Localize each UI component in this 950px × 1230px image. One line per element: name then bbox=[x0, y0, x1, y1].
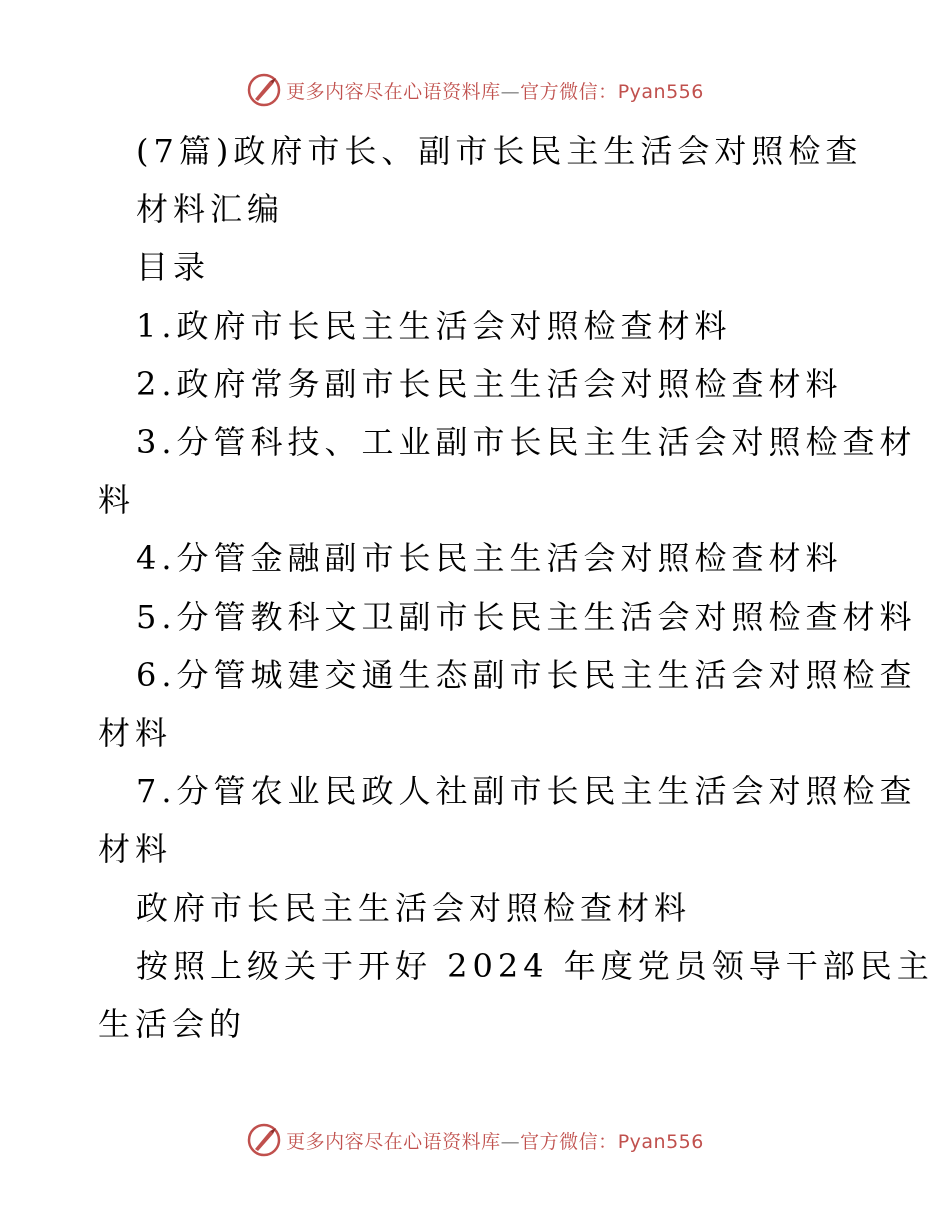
watermark-banner-top bbox=[0, 70, 950, 110]
watermark-label: 官方微信： bbox=[520, 80, 618, 103]
text-line: (7篇)政府市长、副市长民主生活会对照检查 bbox=[136, 132, 863, 170]
toc-heading: 目录 bbox=[136, 248, 211, 287]
toc-item: 7.分管农业民政人社副市长民主生活会对照检查 bbox=[136, 772, 917, 811]
paragraph-line: 生活会的 bbox=[98, 1005, 247, 1044]
toc-item-continuation: 材料 bbox=[98, 830, 173, 869]
toc-item: 2.政府常务副市长民主生活会对照检查材料 bbox=[136, 364, 843, 403]
toc-item-continuation: 料 bbox=[98, 481, 136, 520]
toc-item-continuation: 材料 bbox=[98, 714, 173, 753]
toc-item: 6.分管城建交通生态副市长民主生活会对照检查 bbox=[136, 655, 917, 694]
paragraph-line: 按照上级关于开好 2024 年度党员领导干部民主 bbox=[136, 946, 934, 985]
watermark-dash: — bbox=[500, 1130, 521, 1153]
text-line: 材料汇编 bbox=[136, 190, 285, 229]
toc-item: 3.分管科技、工业副市长民主生活会对照检查材 bbox=[136, 423, 917, 462]
watermark-id: Pyan556 bbox=[617, 1130, 704, 1153]
quill-logo-icon bbox=[246, 1122, 282, 1158]
watermark-text bbox=[286, 1127, 704, 1154]
quill-logo-icon bbox=[246, 72, 282, 108]
watermark-label: 官方微信： bbox=[520, 1130, 618, 1153]
watermark-text bbox=[286, 77, 704, 104]
document-body bbox=[98, 122, 934, 1053]
toc-item: 4.分管金融副市长民主生活会对照检查材料 bbox=[136, 539, 843, 578]
section-title: 政府市长民主生活会对照检查材料 bbox=[136, 888, 692, 927]
watermark-banner-bottom bbox=[0, 1120, 950, 1160]
watermark-dash: — bbox=[500, 80, 521, 103]
watermark-site: 更多内容尽在心语资料库 bbox=[286, 80, 501, 103]
toc-item: 5.分管教科文卫副市长民主生活会对照检查材料 bbox=[136, 597, 917, 636]
toc-item: 1.政府市长民主生活会对照检查材料 bbox=[136, 306, 732, 345]
watermark-id: Pyan556 bbox=[617, 80, 704, 103]
watermark-site: 更多内容尽在心语资料库 bbox=[286, 1130, 501, 1153]
